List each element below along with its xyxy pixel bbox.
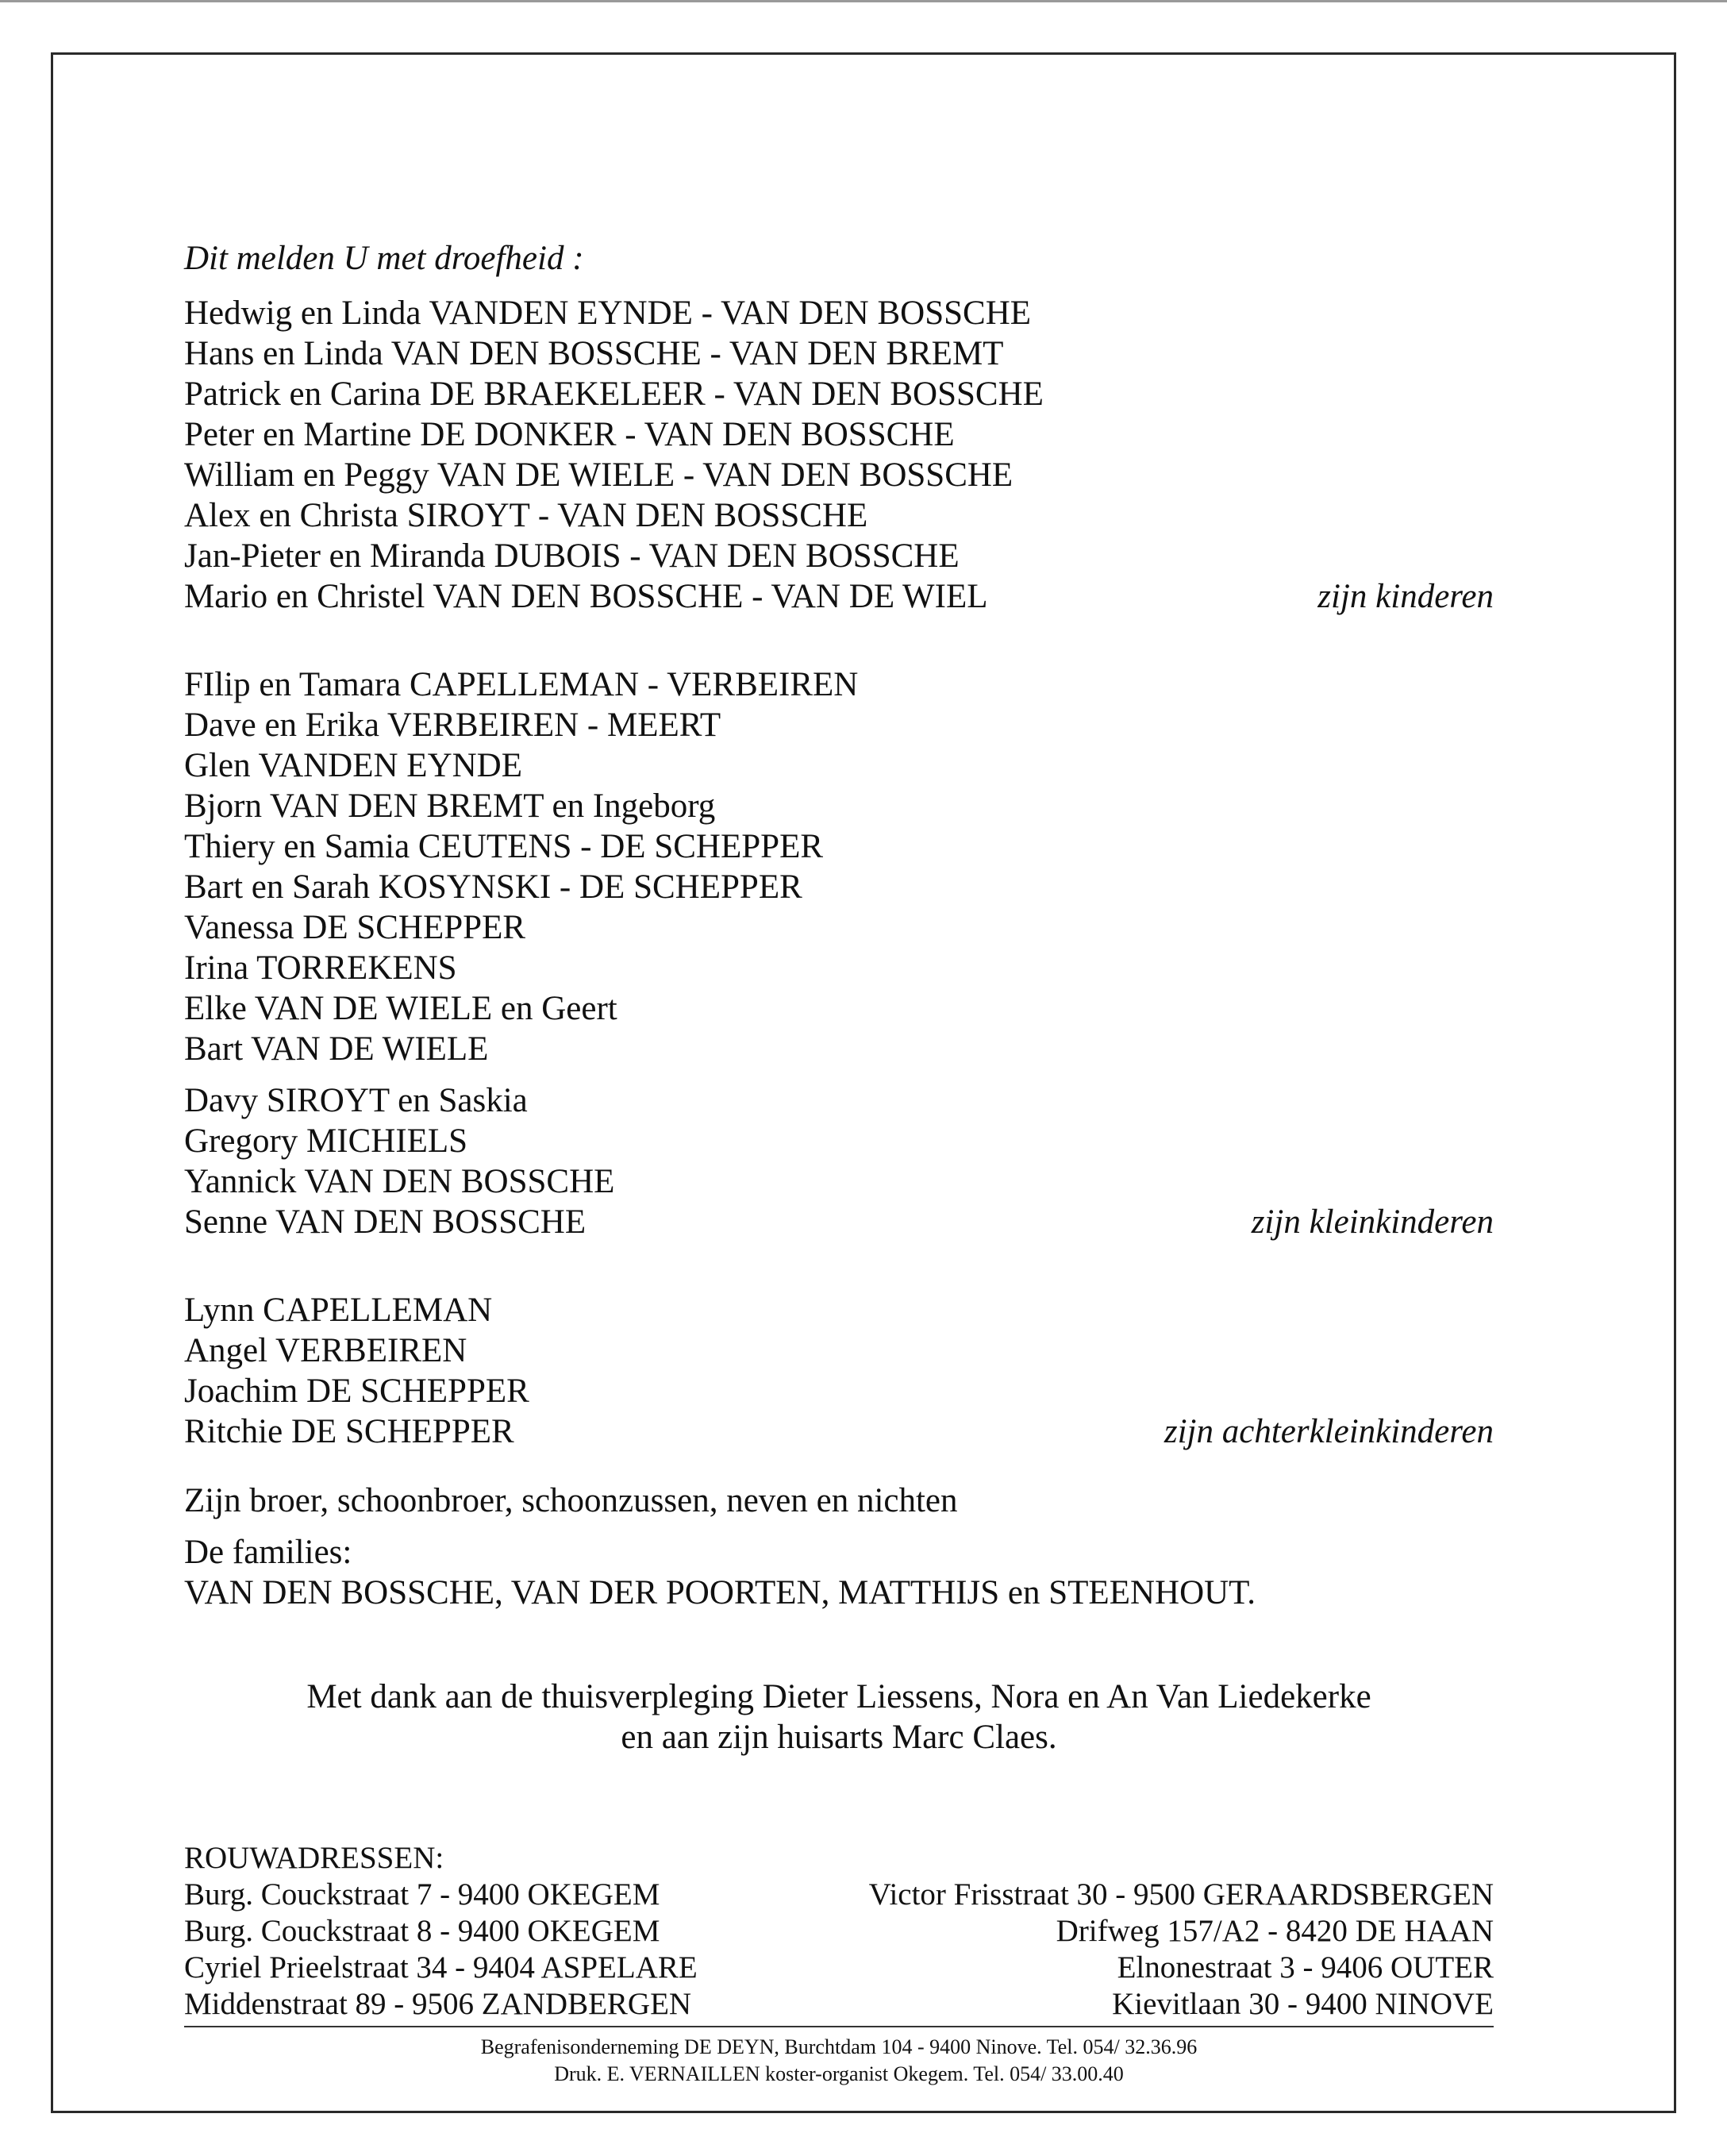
thanks-block bbox=[184, 1677, 1494, 1758]
intro-line: Dit melden U met droefheid : bbox=[184, 240, 584, 277]
address-left: Burg. Couckstraat 8 - 9400 OKEGEM bbox=[184, 1914, 660, 1948]
child-name: Mario en Christel VAN DEN BOSSCHE - VAN DE WIEL bbox=[184, 578, 988, 615]
grandchild-name: Bart VAN DE WIELE bbox=[184, 1030, 489, 1068]
grandchild-name: Yannick VAN DEN BOSSCHE bbox=[184, 1163, 615, 1200]
footer-line-2: Druk. E. VERNAILLEN koster-organist Okegem. Tel. 054/ 33.00.40 bbox=[554, 2062, 1124, 2085]
page-top-edge bbox=[0, 0, 1727, 2]
great-grandchild-name-last bbox=[184, 1411, 1494, 1452]
children-role: zijn kinderen bbox=[1317, 578, 1494, 615]
grandchildren-group bbox=[184, 664, 1494, 1242]
grandchild-name: Senne VAN DEN BOSSCHE bbox=[184, 1203, 587, 1241]
children-group bbox=[184, 293, 1494, 617]
great-grandchild-name: Angel VERBEIREN bbox=[184, 1332, 467, 1369]
child-name: Peter en Martine DE DONKER - VAN DEN BOSSCHE bbox=[184, 416, 955, 453]
great-grandchild-name: Lynn CAPELLEMAN bbox=[184, 1292, 493, 1329]
address-row bbox=[184, 1913, 1494, 1950]
grandchild-name: FIlip en Tamara CAPELLEMAN - VERBEIREN bbox=[184, 666, 859, 703]
address-right: Drifweg 157/A2 - 8420 DE HAAN bbox=[1056, 1914, 1494, 1948]
grandchild-name: Gregory MICHIELS bbox=[184, 1122, 468, 1160]
address-left: Burg. Couckstraat 7 - 9400 OKEGEM bbox=[184, 1877, 660, 1912]
great-grandchild-name: Joachim DE SCHEPPER bbox=[184, 1373, 529, 1410]
child-name: Jan-Pieter en Miranda DUBOIS - VAN DEN BOSSCHE bbox=[184, 537, 960, 575]
siblings-line: Zijn broer, schoonbroer, schoonzussen, neven en nichten bbox=[184, 1482, 958, 1519]
child-name-last bbox=[184, 576, 1494, 617]
great-grandchild-name: Ritchie DE SCHEPPER bbox=[184, 1413, 514, 1450]
address-row bbox=[184, 1986, 1494, 2023]
address-right: Elnonestraat 3 - 9406 OUTER bbox=[1117, 1950, 1494, 1985]
families-group bbox=[184, 1532, 1494, 1613]
great-grandchildren-group bbox=[184, 1290, 1494, 1452]
address-left: Middenstraat 89 - 9506 ZANDBERGEN bbox=[184, 1987, 692, 2021]
child-name: William en Peggy VAN DE WIELE - VAN DEN BOSSCHE bbox=[184, 456, 1014, 494]
child-name: Hans en Linda VAN DEN BOSSCHE - VAN DEN BREMT bbox=[184, 335, 1004, 372]
address-right: Victor Frisstraat 30 - 9500 GERAARDSBERGEN bbox=[868, 1877, 1494, 1912]
grandchild-name: Glen VANDEN EYNDE bbox=[184, 747, 522, 784]
mourning-list bbox=[184, 238, 1494, 1613]
thanks-line-2: en aan zijn huisarts Marc Claes. bbox=[621, 1719, 1057, 1756]
address-row bbox=[184, 1950, 1494, 1986]
thanks-line-1: Met dank aan de thuisverpleging Dieter Liessens, Nora en An Van Liedekerke bbox=[306, 1678, 1371, 1715]
child-name: Patrick en Carina DE BRAEKELEER - VAN DEN BOSSCHE bbox=[184, 375, 1044, 413]
address-right: Kievitlaan 30 - 9400 NINOVE bbox=[1112, 1987, 1494, 2021]
child-name: Alex en Christa SIROYT - VAN DEN BOSSCHE bbox=[184, 497, 868, 534]
grandchild-name: Irina TORREKENS bbox=[184, 949, 457, 987]
families-label: De families: bbox=[184, 1534, 352, 1571]
grandchild-name: Davy SIROYT en Saskia bbox=[184, 1082, 528, 1119]
child-name: Hedwig en Linda VANDEN EYNDE - VAN DEN BOSSCHE bbox=[184, 295, 1032, 332]
grandchild-name: Dave en Erika VERBEIREN - MEERT bbox=[184, 706, 721, 744]
families-names: VAN DEN BOSSCHE, VAN DER POORTEN, MATTHIJS en STEENHOUT. bbox=[184, 1574, 1256, 1611]
printer-footer bbox=[184, 2034, 1494, 2088]
grandchild-name: Vanessa DE SCHEPPER bbox=[184, 909, 526, 946]
footer-divider bbox=[184, 2026, 1494, 2027]
grandchild-name: Bart en Sarah KOSYNSKI - DE SCHEPPER bbox=[184, 868, 802, 906]
grandchild-name: Thiery en Samia CEUTENS - DE SCHEPPER bbox=[184, 828, 824, 865]
grandchild-name-last bbox=[184, 1202, 1494, 1242]
grandchildren-role: zijn kleinkinderen bbox=[1251, 1203, 1494, 1241]
great-grandchildren-role: zijn achterkleinkinderen bbox=[1164, 1413, 1494, 1450]
addresses-title: ROUWADRESSEN: bbox=[184, 1841, 444, 1875]
grandchild-name: Elke VAN DE WIELE en Geert bbox=[184, 990, 617, 1027]
addresses-block bbox=[184, 1840, 1494, 2023]
footer-line-1: Begrafenisonderneming DE DEYN, Burchtdam 104 - 9400 Ninove. Tel. 054/ 32.36.96 bbox=[480, 2035, 1198, 2058]
grandchild-name: Bjorn VAN DEN BREMT en Ingeborg bbox=[184, 787, 716, 825]
address-row bbox=[184, 1877, 1494, 1913]
address-left: Cyriel Prieelstraat 34 - 9404 ASPELARE bbox=[184, 1950, 698, 1985]
